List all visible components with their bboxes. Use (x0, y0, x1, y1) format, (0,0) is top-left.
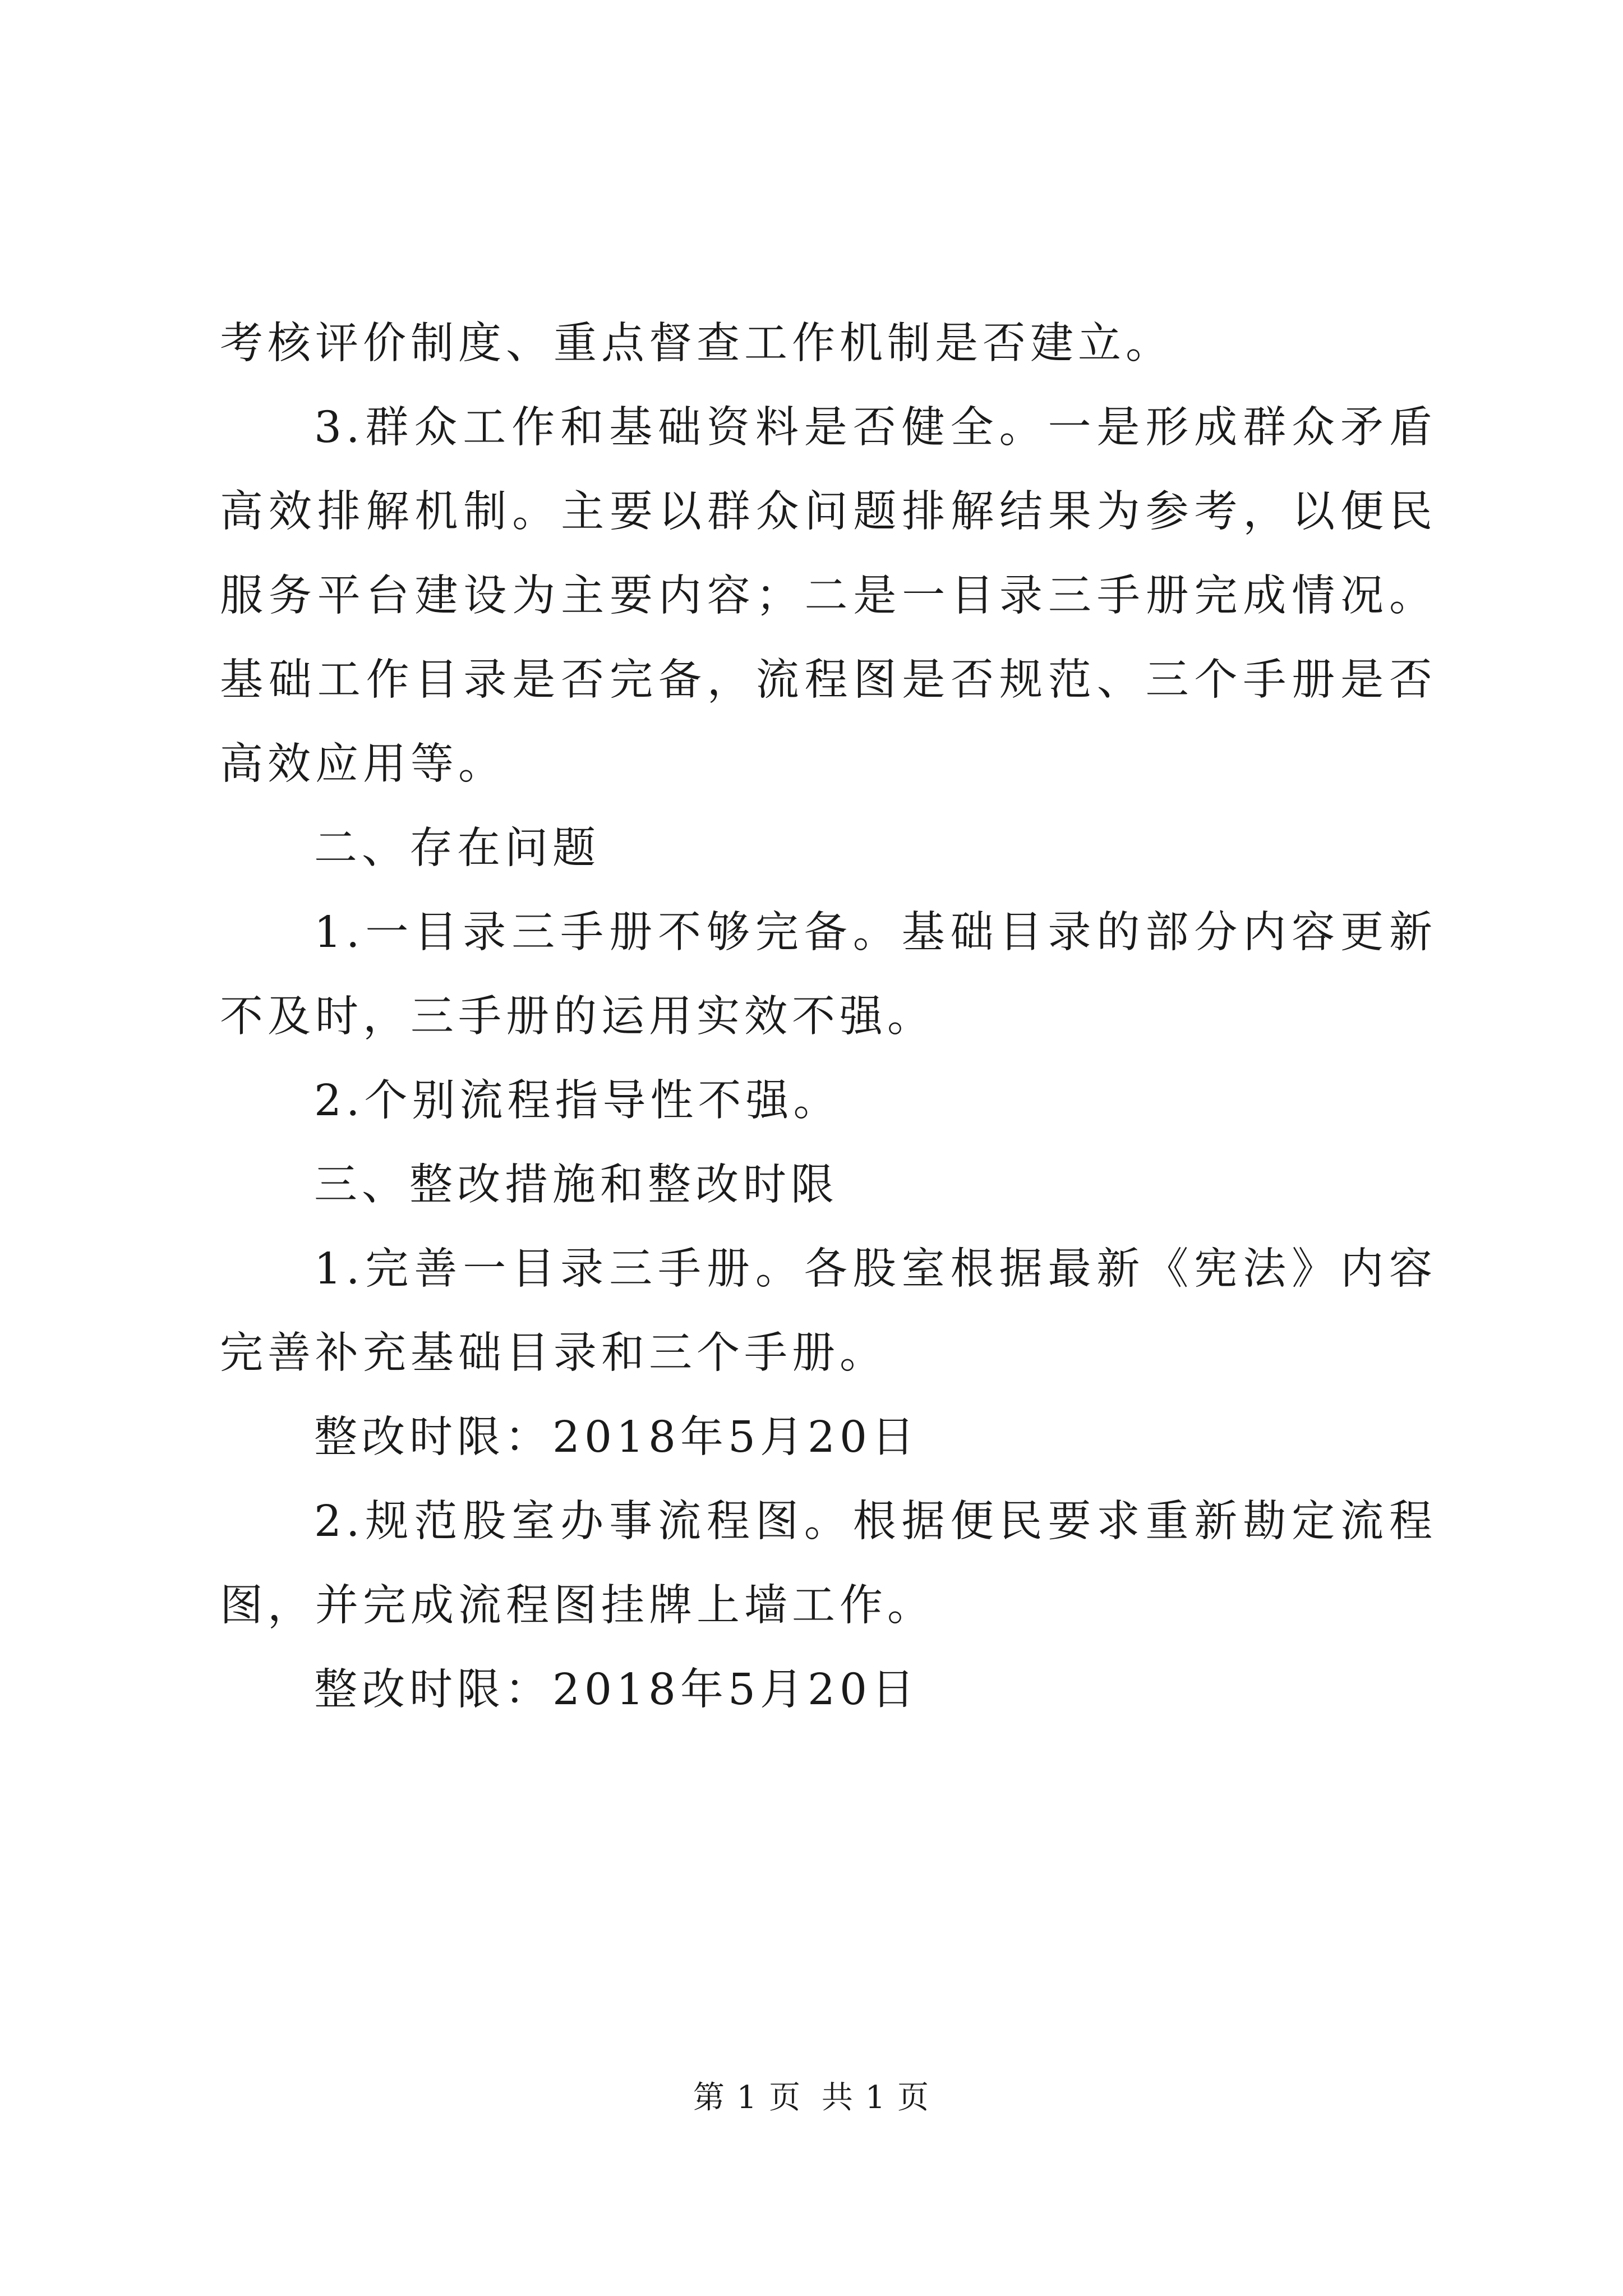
paragraph-continuation: 考核评价制度、重点督查工作机制是否建立。 (220, 319, 1173, 369)
paragraph-problem-2: 2.个别流程指导性不强。 (314, 1076, 841, 1126)
page-footer (0, 2078, 1623, 2118)
paragraph-deadline-1: 整改时限：2018年5月20日 (314, 1412, 919, 1462)
paragraph-problem-1: 1.一目录三手册不够完备。基础目录的部分内容更新不及时，三手册的运用实效不强。 (220, 908, 1437, 1042)
document-body (220, 302, 1437, 1732)
heading-measures: 三、整改措施和整改时限 (314, 1160, 838, 1210)
paragraph-mass-work: 3.群众工作和基础资料是否健全。一是形成群众矛盾高效排解机制。主要以群众问题排解结果为参考，以便民服务平台建设为主要内容；二是一目录三手册完成情况。基础工作目录是否完备，流程图是否规范、三个手册是否高效应用等。 (220, 403, 1437, 789)
paragraph-measure-2: 2.规范股室办事流程图。根据便民要求重新勘定流程图，并完成流程图挂牌上墙工作。 (220, 1497, 1437, 1631)
paragraph-deadline-2: 整改时限：2018年5月20日 (314, 1665, 919, 1715)
paragraph-measure-1: 1.完善一目录三手册。各股室根据最新《宪法》内容完善补充基础目录和三个手册。 (220, 1244, 1437, 1378)
page-number: 第 1 页 (693, 2079, 802, 2116)
heading-problems: 二、存在问题 (314, 823, 600, 873)
page-total: 共 1 页 (821, 2079, 930, 2116)
